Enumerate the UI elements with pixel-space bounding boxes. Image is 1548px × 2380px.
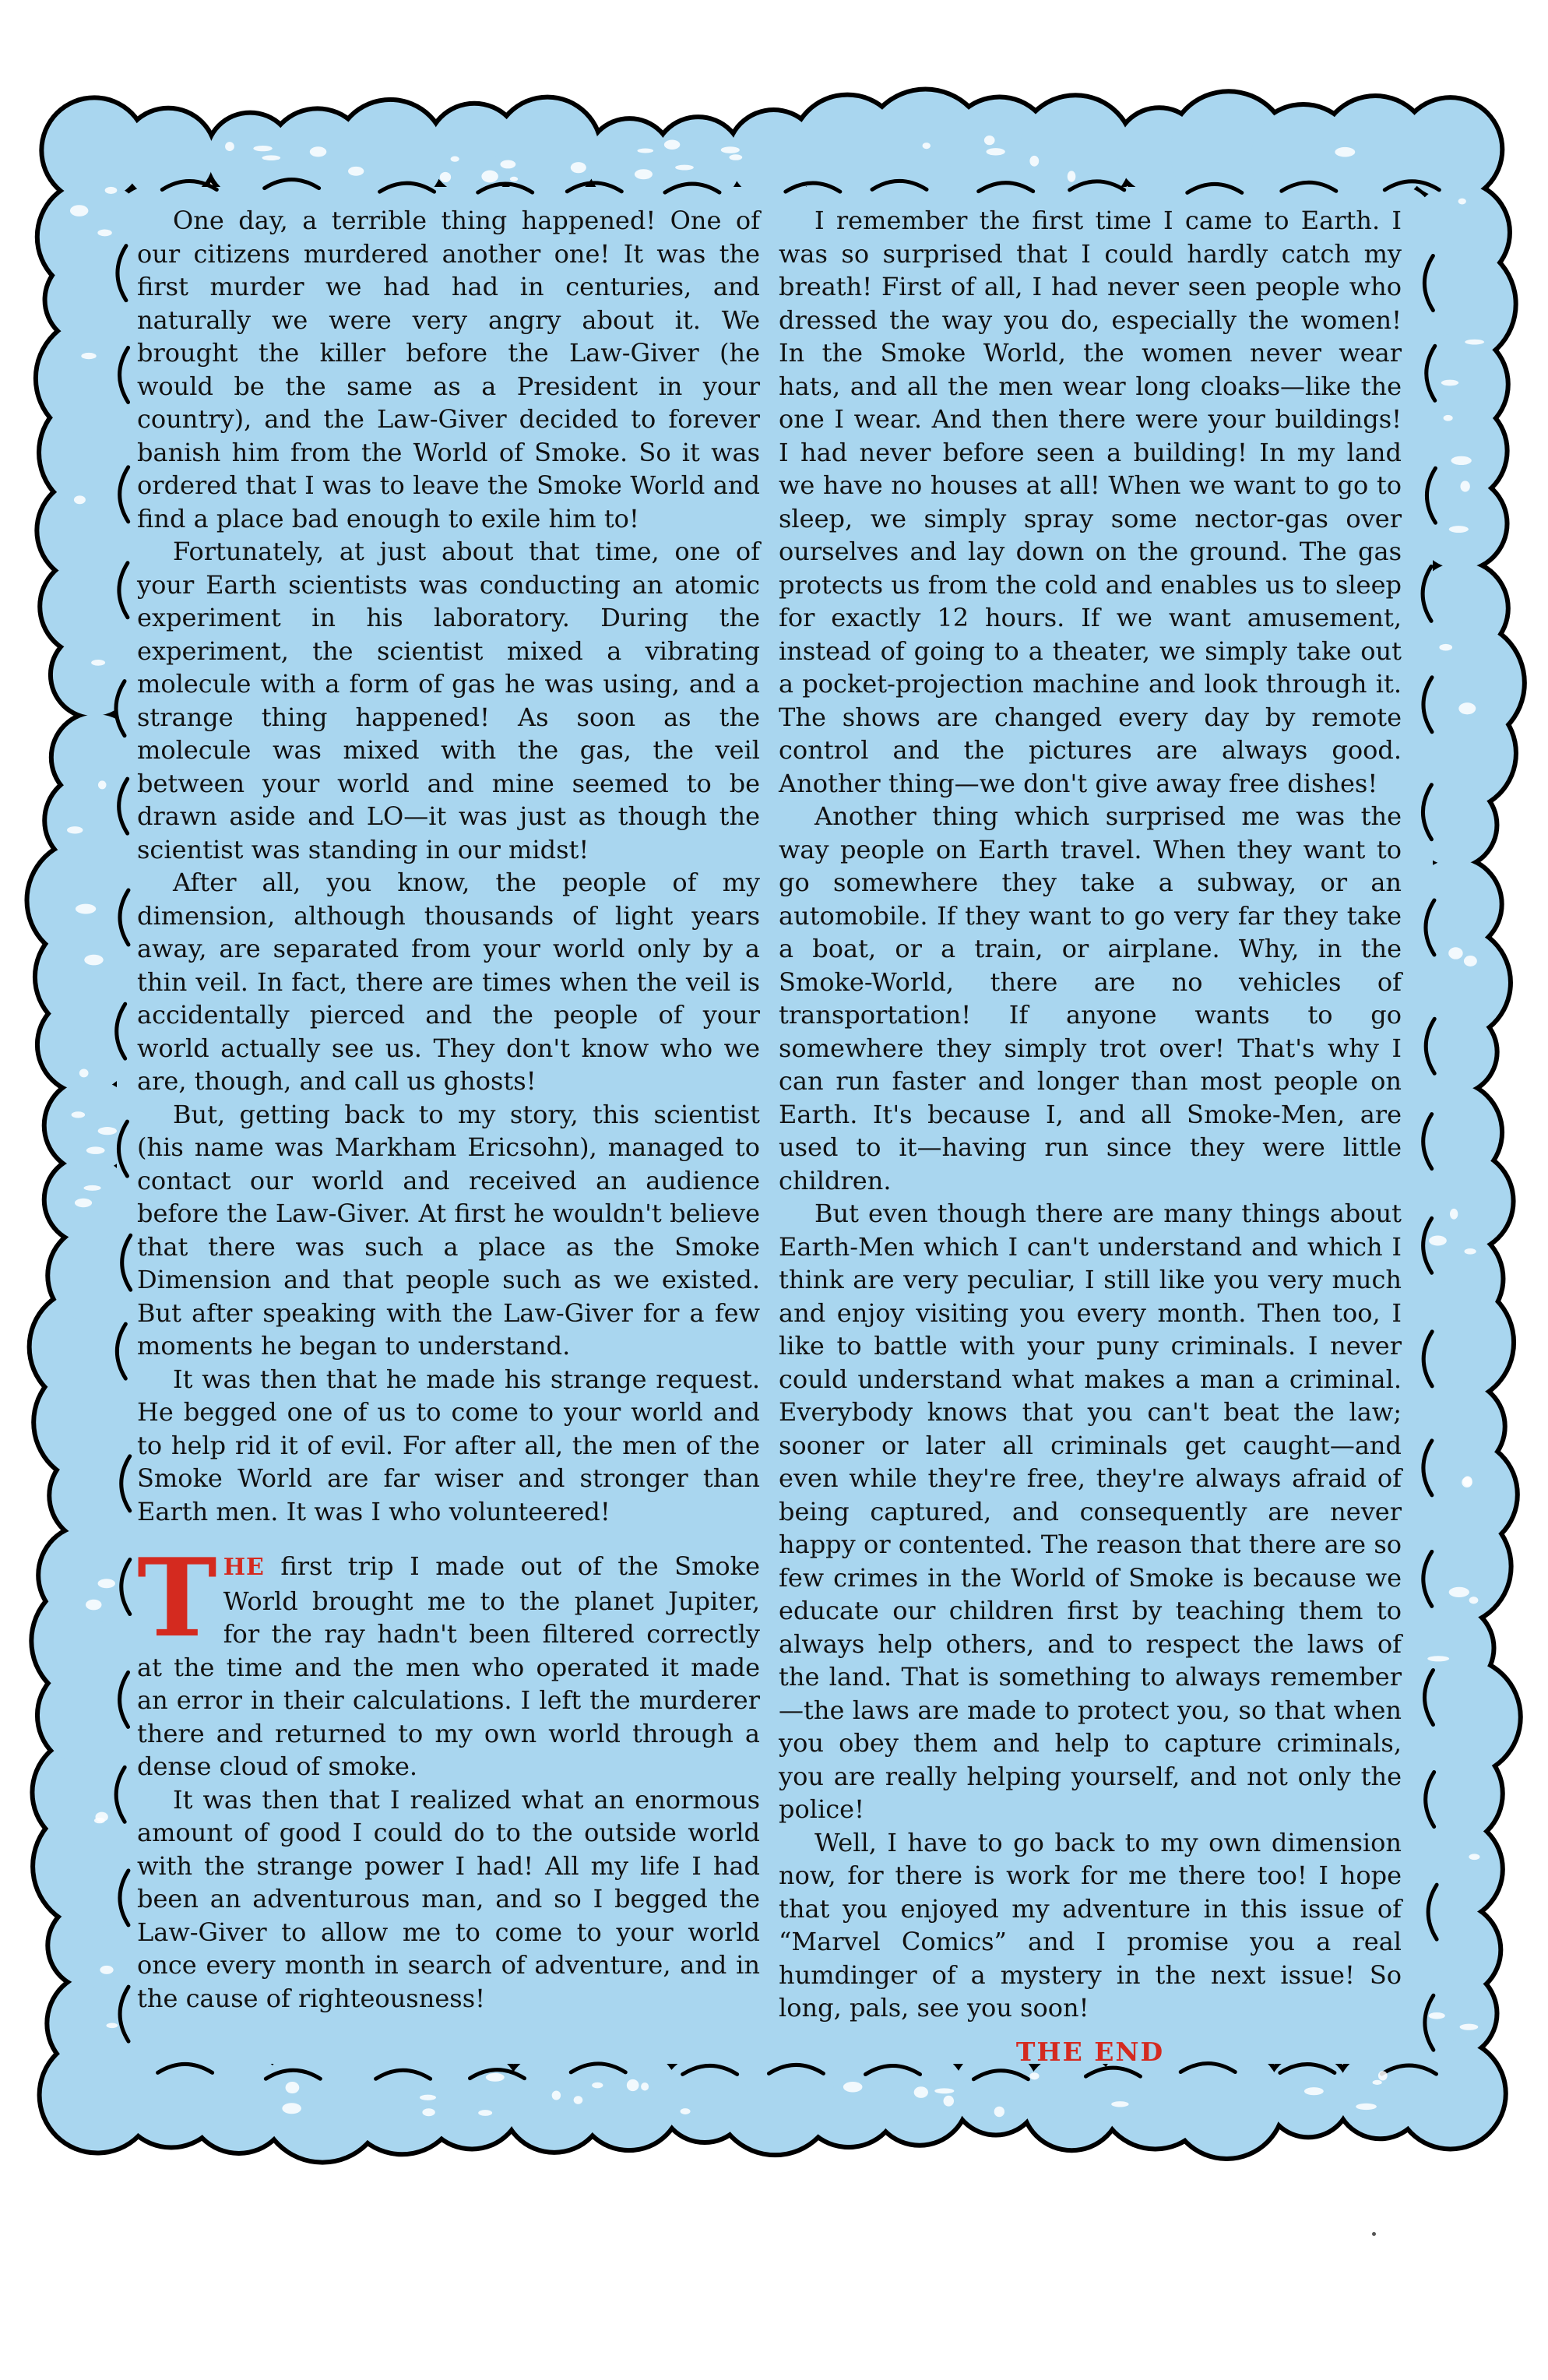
cloud-highlight <box>1439 644 1452 651</box>
cloud-highlight <box>76 904 96 914</box>
cloud-highlight <box>79 1069 89 1077</box>
cloud-highlight <box>1448 947 1462 959</box>
cloud-highlight <box>721 146 740 153</box>
cloud-highlight <box>100 1966 113 1974</box>
cloud-highlight <box>664 140 680 150</box>
paragraph: After all, you know, the people of my dimension, although thousands of light years away, are separated from your world only by a thin veil. In fact, there are times when the veil is accidentally pierced and the people of your world actually see us. They don't know who we are, though, and call us ghosts! <box>137 868 760 1096</box>
cloud-highlight <box>1429 2012 1445 2019</box>
cloud-highlight <box>106 2023 118 2029</box>
cloud-highlight <box>681 2108 691 2114</box>
paragraph-text: first trip I made out of the Smoke World brought me to the planet Jupiter, for the ray hadn't been filtered correctly at the time and the men who operated it made an error in their calculations. I left the murderer there and returned to my own world through a dense cloud of smoke. <box>137 1551 760 1781</box>
right-text-column <box>779 204 1402 2067</box>
cloud-highlight <box>986 148 1004 155</box>
cloud-highlight <box>1458 199 1466 205</box>
cloud-highlight <box>91 660 105 666</box>
drop-cap-paragraph <box>137 1534 760 1783</box>
cloud-highlight <box>1427 1656 1449 1661</box>
paragraph: Fortunately, at just about that time, one of your Earth scientists was conducting an atomic experiment in his laboratory. During the experiment, the scientist mixed a vibrating molecule with a form of gas he was using, and a strange thing happened! As soon as the molecule was mixed with the gas, the veil between your world and mine seemed to be drawn aside and LO—it was just as though the scientist was standing in our midst! <box>137 537 760 864</box>
cloud-highlight <box>1429 1236 1447 1246</box>
drop-cap-continuation: HE <box>223 1554 265 1581</box>
cloud-highlight <box>627 2079 639 2091</box>
cloud-highlight <box>1444 415 1453 421</box>
paragraph: I remember the first time I came to Earth. I was so surprised that I could hardly catch my breath! First of all, I had never seen people who dressed the way you do, especially the women! In the Smoke World, the women never wear hats, and all the men wear long cloaks—like the one I wear. And then there were your buildings! I had never before seen a building! In my land we have no houses at all! When we want to go to sleep, we simply spray some nector-gas over ourselves and lay down on the ground. The gas protects us from the cold and enables us to sleep for exactly 12 hours. If we want amusement, instead of going to a theater, we simply take out a pocket-projection machine and look through it. The shows are changed every day by remote control and the pictures are always good. Another thing—we don't give away free dishes! <box>779 206 1402 798</box>
cloud-highlight <box>81 353 96 359</box>
cloud-highlight <box>105 187 118 194</box>
cloud-highlight <box>97 229 111 236</box>
cloud-highlight <box>98 780 107 789</box>
cloud-highlight <box>74 495 86 504</box>
cloud-highlight <box>1469 1597 1479 1604</box>
cloud-highlight <box>253 146 272 151</box>
cloud-highlight <box>1465 340 1484 345</box>
cloud-highlight <box>1304 2087 1324 2095</box>
cloud-highlight <box>98 1127 117 1135</box>
cloud-highlight <box>994 2107 1004 2118</box>
cloud-highlight <box>510 177 518 181</box>
cloud-highlight <box>1356 2104 1377 2110</box>
cloud-highlight <box>1450 1209 1458 1220</box>
cloud-highlight <box>1378 2071 1388 2080</box>
cloud-highlight <box>440 172 451 182</box>
cloud-highlight <box>641 2082 649 2091</box>
cloud-highlight <box>574 2096 583 2104</box>
cloud-highlight <box>98 1579 115 1588</box>
cloud-highlight <box>675 165 694 171</box>
cloud-highlight <box>1449 526 1469 533</box>
printing-dot <box>1372 2232 1376 2236</box>
cloud-puff <box>1401 100 1500 199</box>
cloud-highlight <box>1458 702 1476 714</box>
cloud-highlight <box>75 1199 92 1207</box>
cloud-highlight <box>84 955 103 966</box>
cloud-highlight <box>481 171 498 183</box>
cloud-highlight <box>1460 481 1469 491</box>
cloud-highlight <box>286 2082 300 2093</box>
cloud-highlight <box>310 146 327 157</box>
cloud-highlight <box>552 2091 561 2100</box>
cloud-highlight <box>72 1111 86 1118</box>
cloud-highlight <box>1441 380 1458 386</box>
paragraph: But, getting back to my story, this scientist (his name was Markham Ericsohn), managed to contact our world and received an audience before the Law-Giver. At first he wouldn't believe that there was such a place as the Smoke Dimension and that people such as we existed. But after speaking with the Law-Giver for a few moments he began to understand. <box>137 1099 760 1361</box>
cloud-highlight <box>1451 456 1471 465</box>
paragraph: Another thing which surprised me was the way people on Earth travel. When they want to go somewhere they take a subway, or an automobile. If they want to go very far they take a boat, or a train, or airplane. Why, in the Smoke-World, there are no vehicles of transportation! If anyone wants to go somewhere they simply trot over! That's why I can run faster and longer than most people on Earth. It's because I, and all Smoke-Men, are used to it—having run since they were little children. <box>779 801 1402 1195</box>
cloud-highlight <box>1463 1476 1472 1486</box>
cloud-highlight <box>944 2096 954 2107</box>
left-text-column <box>137 204 760 2050</box>
cloud-highlight <box>1029 2072 1039 2079</box>
cloud-highlight <box>1029 156 1039 167</box>
cloud-highlight <box>86 1600 101 1611</box>
cloud-highlight <box>67 826 83 833</box>
cloud-highlight <box>1068 171 1076 181</box>
cloud-highlight <box>1373 2080 1382 2085</box>
paragraph: But even though there are many things about Earth-Men which I can't understand and which I think are very peculiar, I still like you very much and enjoy visiting you every month. Then too, I like to battle with your puny criminals. I never could understand what makes a man a criminal. Everybody knows that you can't beat the law; sooner or later all criminals get caught—and even while they're free, they're always afraid of being captured, and consequently are never happy or contented. The reason that there are so few crimes in the World of Smoke is because we educate our children first by teaching them to always help others, and to respect the laws of the land. That is something to always remember—the laws are made to protect you, so that when you obey them and help to capture criminals, you are really helping yourself, and not only the police! <box>779 1199 1402 1824</box>
cloud-highlight <box>94 1818 105 1823</box>
cloud-highlight <box>729 154 742 160</box>
cloud-highlight <box>348 167 364 176</box>
cloud-highlight <box>843 2082 863 2093</box>
cloud-highlight <box>923 143 931 149</box>
cloud-highlight <box>282 2103 301 2114</box>
paragraph: One day, a terrible thing happened! One of our citizens murdered another one! It was the first murder we had had in centuries, and naturally we were very angry about it. We brought the killer before the Law-Giver (he would be the same as a President in your country), and the Law-Giver decided to forever banish him from the World of Smoke. So it was ordered that I was to leave the Smoke World and find a place bad enough to exile him to! <box>137 206 760 533</box>
cloud-highlight <box>592 2082 603 2089</box>
cloud-highlight <box>83 1185 100 1191</box>
the-end-label: THE END <box>1015 2036 1165 2067</box>
cloud-highlight <box>451 157 459 162</box>
cloud-highlight <box>1464 956 1477 966</box>
cloud-highlight <box>420 2095 436 2100</box>
paragraph: It was then that he made his strange request. He begged one of us to come to your world and to help rid it of evil. For after all, the men of the Smoke World are far wiser and stronger than Earth men. It was I who volunteered! <box>137 1364 760 1526</box>
cloud-highlight <box>1464 1248 1476 1255</box>
cloud-highlight <box>478 2110 492 2116</box>
cloud-highlight <box>422 2108 434 2116</box>
cloud-highlight <box>500 160 515 169</box>
cloud-highlight <box>1460 2024 1479 2030</box>
cloud-highlight <box>1469 1854 1479 1860</box>
cloud-highlight <box>486 2073 505 2082</box>
cloud-highlight <box>571 162 586 173</box>
paragraph: It was then that I realized what an enormous amount of good I could do to the outside world with the strange power I had! All my life I had been an adventurous man, and so I begged the Law-Giver to allow me to come to your world once every month in search of adventure, and in the cause of righteousness! <box>137 1784 760 2013</box>
cloud-highlight <box>86 1146 105 1154</box>
paragraph: Well, I have to go back to my own dimension now, for there is work for me there too! I hope that you enjoyed my adventure in this issue of “Marvel Comics” and I promise you a real humdinger of a mystery in the next issue! So long, pals, see you soon! <box>779 1827 1402 2023</box>
cloud-highlight <box>914 2086 928 2098</box>
cloud-highlight <box>1335 147 1355 157</box>
cloud-highlight <box>1449 1587 1469 1597</box>
drop-cap-letter: T <box>137 1534 217 1661</box>
cloud-highlight <box>70 205 88 217</box>
cloud-highlight <box>637 149 653 153</box>
cloud-highlight <box>984 136 995 145</box>
cloud-highlight <box>635 169 653 179</box>
cloud-highlight <box>225 142 234 151</box>
cloud-highlight <box>1111 2101 1128 2107</box>
cloud-highlight <box>934 2088 954 2093</box>
cloud-highlight <box>262 155 280 160</box>
